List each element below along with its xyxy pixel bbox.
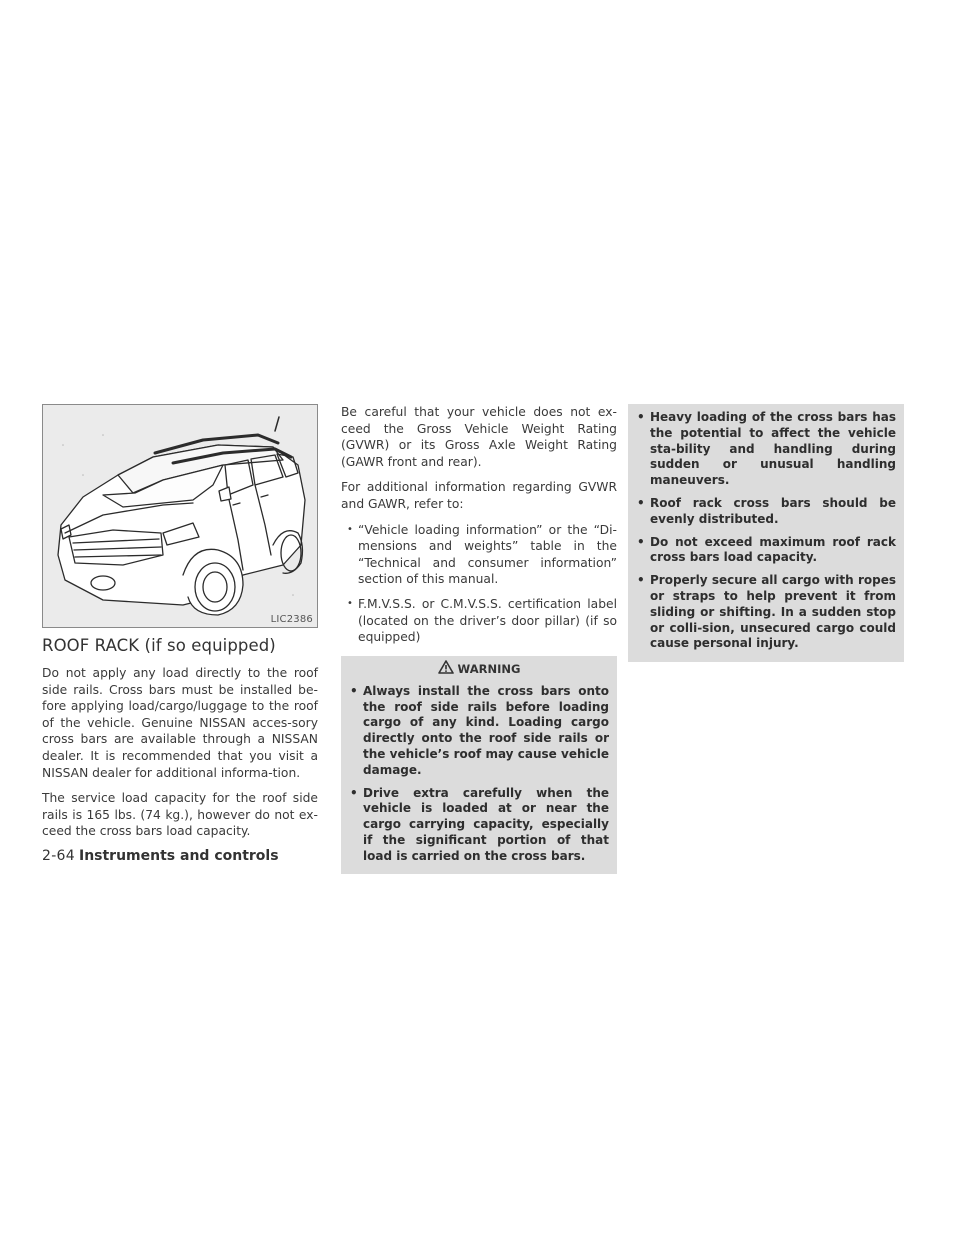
- warning-item: • Roof rack cross bars should be evenly distributed.: [636, 496, 896, 528]
- left-column: [42, 404, 318, 849]
- warning-item: • Drive extra carefully when the vehicle is loaded at or near the cargo carrying capacity, especially if the significant portion of that load is carried on the cross bars.: [349, 786, 609, 865]
- warning-triangle-icon: [438, 659, 454, 678]
- roof-rack-figure: [42, 404, 318, 628]
- chapter-title: Instruments and controls: [78, 848, 279, 864]
- warning-list: [349, 684, 609, 865]
- list-item: • F.M.V.S.S. or C.M.V.S.S. certification label (located on the driver’s door pillar) (if so equipped): [343, 596, 617, 646]
- warning-header: [349, 660, 609, 678]
- middle-column: [341, 404, 617, 874]
- warning-title: WARNING: [457, 661, 521, 676]
- suv-roof-rack-illustration: [43, 405, 318, 628]
- warning-item: • Do not exceed maximum roof rack cross bars load capacity.: [636, 535, 896, 567]
- figure-code: LIC2386: [270, 614, 313, 625]
- right-column: [628, 404, 904, 662]
- warning-item: • Properly secure all cargo with ropes or straps to help prevent it from sliding or shifting. In a sudden stop or colli-sion, unsecured cargo could cause personal injury.: [636, 573, 896, 652]
- warning-box-continued: [628, 404, 904, 662]
- section-title: ROOF RACK (if so equipped): [42, 636, 276, 655]
- paragraph-load-capacity: The service load capacity for the roof side rails is 165 lbs. (74 kg.), however do not ex-ceed the cross bars load capacity.: [42, 791, 318, 839]
- paragraph-additional-info: For additional information regarding GVWR and GAWR, refer to:: [341, 480, 617, 511]
- warning-item: • Always install the cross bars onto the roof side rails before loading cargo of any kind. Loading cargo directly onto the roof side rails or the vehicle’s roof may cause vehicle damage.: [349, 684, 609, 779]
- warning-item: • Heavy loading of the cross bars has the potential to affect the vehicle sta-bility and handling during sudden or unusual handling maneuvers.: [636, 410, 896, 489]
- page-number: 2-64: [42, 848, 75, 864]
- warning-list: [636, 410, 896, 652]
- list-item: • “Vehicle loading information” or the “Di-mensions and weights” table in the “Technical and consumer information” section of this manual.: [343, 522, 617, 588]
- page-footer: [42, 848, 279, 864]
- warning-box: [341, 656, 617, 875]
- reference-list: [341, 522, 617, 646]
- paragraph-gvwr: Be careful that your vehicle does not ex-ceed the Gross Vehicle Weight Rating (GVWR) or its Gross Axle Weight Rating (GAWR front and rear).: [341, 405, 617, 469]
- paragraph-roof-side-rails: Do not apply any load directly to the roof side rails. Cross bars must be installed be-fore applying load/cargo/luggage to the roof of the vehicle. Genuine NISSAN acces-sory cross bars are available through a NISSAN dealer. It is recommended that you visit a NISSAN dealer for additional informa-tion.: [42, 666, 318, 780]
